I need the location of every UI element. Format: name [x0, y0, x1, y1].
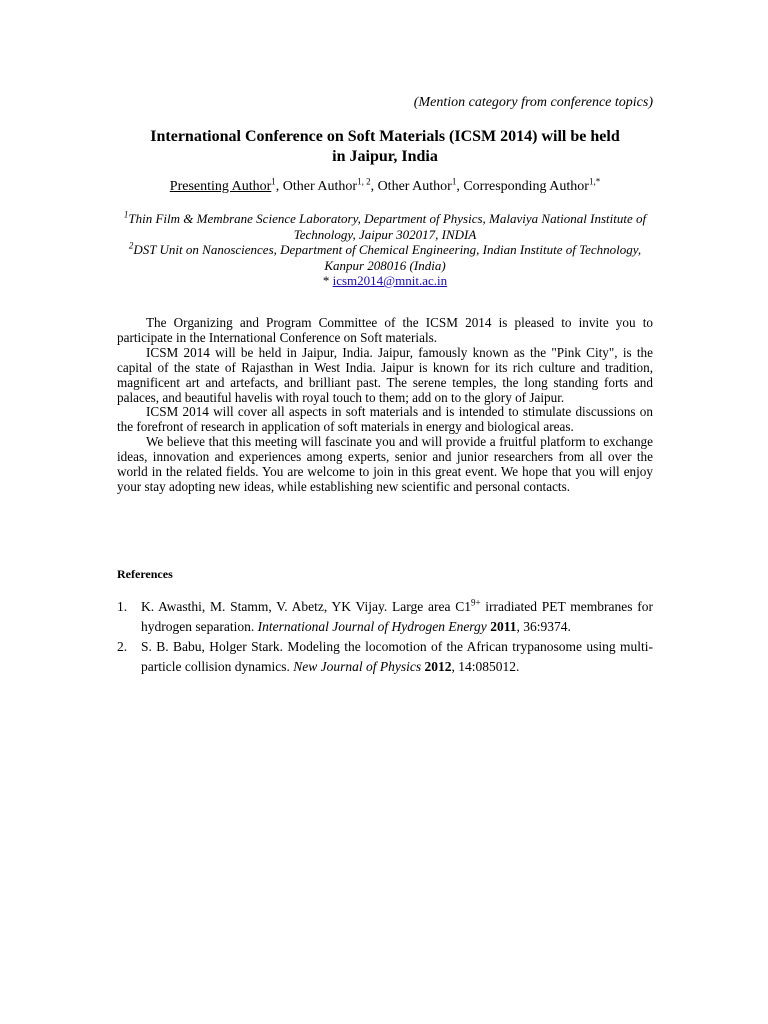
- body-paragraph: ICSM 2014 will be held in Jaipur, India. Jaipur, famously known as the "Pink City", is the capital of the state of Rajasthan in West India. Jaipur is known for its rich culture and tradition, magnificent art and artefacts, and brilliant past. The serene temples, the long standing forts and palaces, and beautiful havelis with royal touch to them; add on to the glory of Jaipur.: [117, 344, 653, 405]
- author-affil-sup: 1,*: [588, 176, 601, 187]
- reference-sup: 9+: [470, 597, 481, 608]
- reference-tail: , 14:085012.: [451, 659, 520, 674]
- author-name: Corresponding Author: [463, 179, 589, 194]
- title-line-1: International Conference on Soft Materials (ICSM 2014) will be held: [150, 128, 620, 145]
- references-list: [117, 597, 653, 677]
- affiliations: [117, 211, 653, 289]
- body-paragraph: ICSM 2014 will cover all aspects in soft materials and is intended to stimulate discussions on the forefront of research in application of soft materials in energy and biological areas.: [117, 404, 653, 435]
- paper-title: [117, 127, 653, 167]
- reference-item: [117, 637, 653, 677]
- affiliation-text: DST Unit on Nanosciences, Department of Chemical Engineering, Indian Institute of Technology, Kanpur 208016 (India): [133, 242, 642, 273]
- title-line-2: in Jaipur, India: [332, 148, 438, 165]
- affiliation-sup: 2: [128, 240, 134, 251]
- author-separator: ,: [370, 179, 378, 194]
- author-name: Other Author: [282, 179, 358, 194]
- author-affil-sup: 1: [271, 176, 276, 187]
- affiliation-text: Thin Film & Membrane Science Laboratory, Department of Physics, Malaviya National Institute of Technology, Jaipur 302017, INDIA: [128, 211, 647, 242]
- reference-item: [117, 597, 653, 637]
- author-list: [117, 178, 653, 195]
- reference-year: 2012: [424, 659, 452, 674]
- reference-authors: K. Awasthi, M. Stamm, V. Abetz, YK Vijay. Large area C1: [141, 599, 471, 614]
- body-paragraph: The Organizing and Program Committee of the ICSM 2014 is pleased to invite you to participate in the International Conference on Soft materials.: [117, 315, 653, 345]
- affiliation-2: [117, 242, 653, 273]
- reference-rest: irradiated PET membranes for hydrogen separation.: [141, 599, 653, 634]
- reference-year: 2011: [490, 619, 517, 634]
- author-separator: ,: [456, 179, 464, 194]
- author-affil-sup: 1, 2: [357, 176, 371, 187]
- email-line: [117, 273, 653, 289]
- author-name: Presenting Author: [169, 179, 272, 194]
- author-affil-sup: 1: [451, 176, 457, 187]
- references-heading: References: [117, 567, 173, 581]
- reference-authors: S. B. Babu, Holger Stark. Modeling the locomotion of the African trypanosome using multi-particle collision dynamics.: [141, 639, 653, 674]
- email-link[interactable]: icsm2014@mnit.ac.in: [332, 273, 448, 288]
- reference-tail: , 36:9374.: [516, 619, 571, 634]
- body-paragraph: We believe that this meeting will fascinate you and will provide a fruitful platform to exchange ideas, innovation and experiences among experts, senior and junior researchers from all over the world in the related fields. You are welcome to join in this great event. We hope that you will enjoy your stay adopting new ideas, while establishing new scientific and personal contacts.: [117, 434, 653, 494]
- affiliation-1: [117, 211, 653, 242]
- author-separator: ,: [275, 179, 283, 194]
- category-note: (Mention category from conference topics): [413, 95, 653, 110]
- reference-journal: New Journal of Physics: [293, 659, 422, 674]
- reference-journal: International Journal of Hydrogen Energy: [257, 619, 487, 634]
- author-name: Other Author: [377, 179, 452, 194]
- email-marker: *: [322, 273, 330, 288]
- reference-number: 1.: [117, 599, 128, 614]
- affiliation-sup: 1: [123, 209, 129, 220]
- reference-number: 2.: [117, 639, 128, 654]
- body-text: [117, 316, 653, 495]
